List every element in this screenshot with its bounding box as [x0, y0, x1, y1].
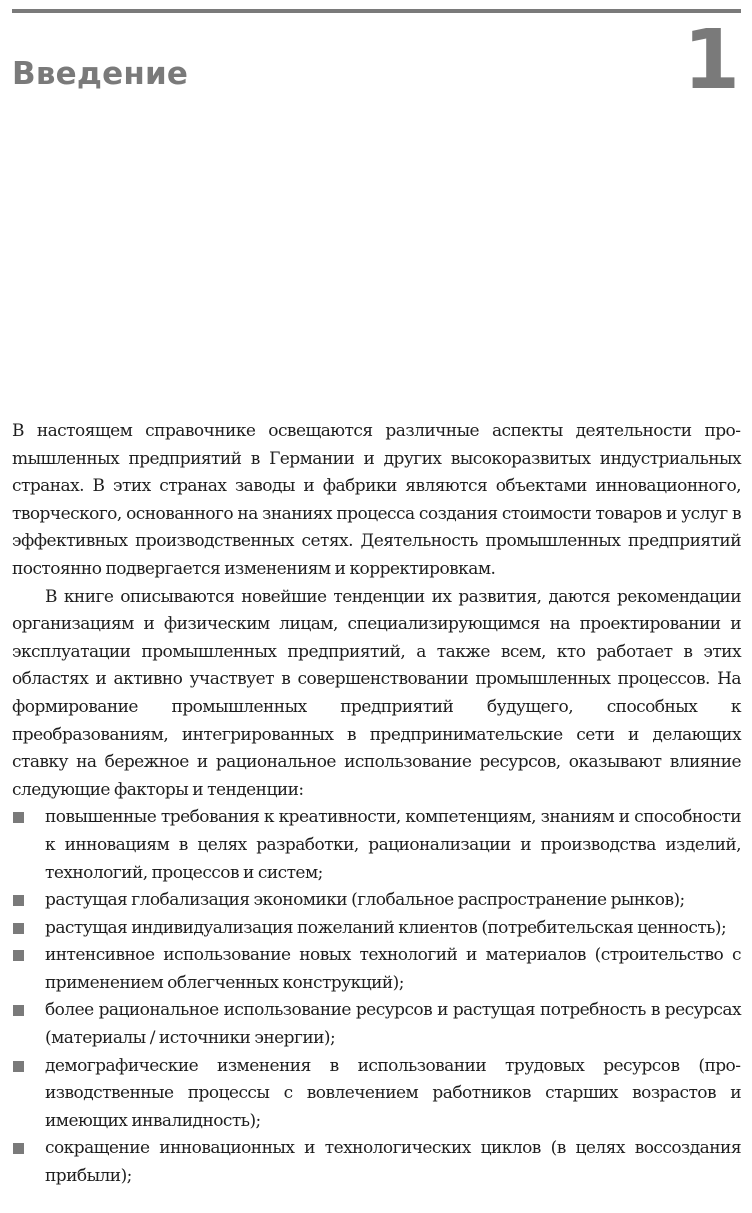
list-item [12, 1135, 741, 1190]
chapter-number: 1 [682, 13, 740, 108]
square-bullet-icon [13, 812, 24, 823]
list-item-text: повышенные требования к креативности, компетенциям, знаниям и способности к инновациям в целях разработки, рационализации и производства изделий, технологий, процессов и систем; [45, 807, 741, 883]
chapter-title: Введение [12, 56, 189, 92]
square-bullet-icon [13, 950, 24, 961]
list-item [12, 942, 741, 997]
list-item-text: растущая глобализация экономики (глобальное распространение рынков); [45, 890, 685, 911]
square-bullet-icon [13, 895, 24, 906]
body-text [12, 418, 741, 1191]
list-item-text: интенсивное использование новых технологий и материалов (строительство с применением облегченных конструкций); [45, 945, 741, 993]
list-item [12, 804, 741, 887]
square-bullet-icon [13, 1061, 24, 1072]
list-item-text: растущая индивидуализация пожеланий клиентов (потребительская ценность); [45, 917, 727, 938]
top-rule [12, 9, 741, 13]
paragraph-trends: В книге описываются новейшие тенденции их развития, даются рекомендации организациям и физическим лицам, специализирующимся на проектировании и эксплуатации промышленных предприятий, а также всем, кто работает в этих областях и активно участвует в совершенствовании промышленных процессов. На формирование промышленных предприятий будущего, способных к преобразованиям, интегрированных в предпринимательские сети и делающих ставку на бережное и рациональное использование ресурсов, оказывают влияние следующие факторы и тенденции: [12, 586, 741, 800]
list-item-text: демографические изменения в использовании трудовых ресурсов (производственные процессы с вовлечением работников старших возрастов и имеющих инвалидность); [45, 1055, 741, 1131]
bullet-list [12, 804, 741, 1190]
list-item-text: более рациональное использование ресурсов и растущая потребность в ресурсах (материалы / источники энергии); [45, 1000, 741, 1049]
list-item [12, 887, 741, 915]
list-item-text: сокращение инновационных и технологических циклов (в целях воссоздания прибыли); [45, 1138, 741, 1187]
list-item [12, 915, 741, 943]
list-item [12, 997, 741, 1052]
square-bullet-icon [13, 923, 24, 934]
square-bullet-icon [13, 1005, 24, 1016]
list-item [12, 1053, 741, 1136]
square-bullet-icon [13, 1143, 24, 1154]
paragraph-intro: В настоящем справочнике освещаются различные аспекты деятельности проmышленных предприятий в Германии и других высокоразвитых индустриальных странах. В этих странах заводы и фабрики являются объектами инновационного, творческого, основанного на знаниях процесса создания стоимости товаров и услуг в эффективных производственных сетях. Деятельность промышленных предприятий постоянно подвергается изменениям и корректировкам. [12, 421, 741, 579]
